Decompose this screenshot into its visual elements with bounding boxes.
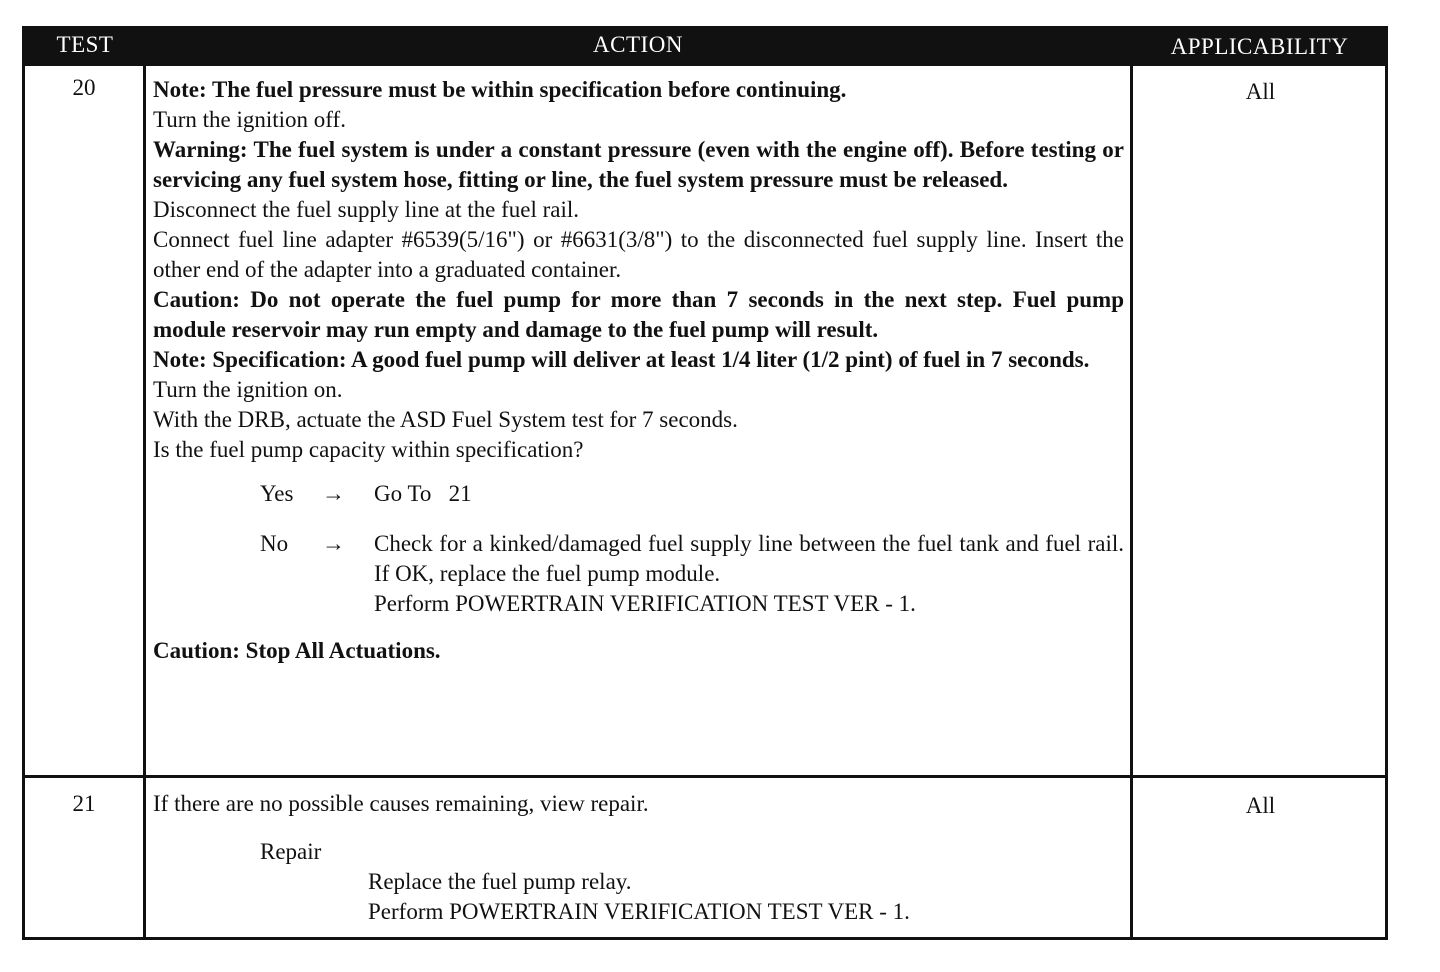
step-line: With the DRB, actuate the ASD Fuel System test for 7 seconds.	[153, 407, 738, 432]
note-line: Note: The fuel pressure must be within specification before continuing.	[153, 77, 847, 102]
yes-result: Go To 21	[374, 481, 472, 506]
header-applicability: APPLICABILITY	[1170, 34, 1349, 59]
test-number: 21	[72, 791, 96, 816]
step-line: Turn the ignition off.	[153, 107, 346, 132]
applicability-value: All	[1245, 79, 1276, 104]
repair-label: Repair	[260, 839, 322, 864]
yes-branch	[260, 479, 1124, 509]
no-label: No	[260, 531, 289, 556]
question-line: Is the fuel pump capacity within specification?	[153, 437, 584, 462]
final-caution: Caution: Stop All Actuations.	[153, 638, 441, 663]
arrow-icon: →	[322, 481, 345, 506]
repair-steps	[153, 867, 1124, 927]
action-cell	[153, 75, 1124, 666]
header-test: TEST	[56, 32, 114, 57]
arrow-icon: →	[322, 531, 345, 556]
header-action: ACTION	[593, 32, 683, 57]
repair-line: Perform POWERTRAIN VERIFICATION TEST VER - 1.	[368, 899, 910, 924]
no-result	[374, 529, 1124, 619]
yes-label: Yes	[260, 481, 294, 506]
applicability-value: All	[1245, 793, 1276, 818]
note-line: Note: Specification: A good fuel pump will deliver at least 1/4 liter (1/2 pint) of fuel in 7 seconds.	[153, 347, 1090, 372]
warning-line: Warning: The fuel system is under a constant pressure (even with the engine off). Before testing or servicing any fuel system hose, fitting or line, the fuel system pressure must be released.	[153, 137, 1124, 192]
test-number: 20	[72, 75, 96, 100]
repair-line: Replace the fuel pump relay.	[368, 869, 632, 894]
step-line: Turn the ignition on.	[153, 377, 343, 402]
no-branch	[260, 529, 1124, 619]
row-divider	[25, 775, 1385, 778]
perform-line: Perform POWERTRAIN VERIFICATION TEST VER - 1.	[374, 591, 916, 616]
diagnostic-table	[22, 26, 1388, 940]
intro-line: If there are no possible causes remaining, view repair.	[153, 791, 649, 816]
caution-line: Caution: Do not operate the fuel pump for more than 7 seconds in the next step. Fuel pump module reservoir may run empty and damage to the fuel pump will result.	[153, 287, 1124, 342]
step-line: Disconnect the fuel supply line at the fuel rail.	[153, 197, 580, 222]
branches	[153, 479, 1124, 619]
action-cell	[153, 789, 1124, 927]
step-line: Connect fuel line adapter #6539(5/16") or #6631(3/8") to the disconnected fuel supply line. Insert the other end of the adapter into a graduated container.	[153, 227, 1124, 282]
table-header	[25, 29, 1385, 66]
no-result-text: Check for a kinked/damaged fuel supply line between the fuel tank and fuel rail. If OK, replace the fuel pump module.	[374, 531, 1124, 586]
column-divider	[143, 66, 146, 937]
